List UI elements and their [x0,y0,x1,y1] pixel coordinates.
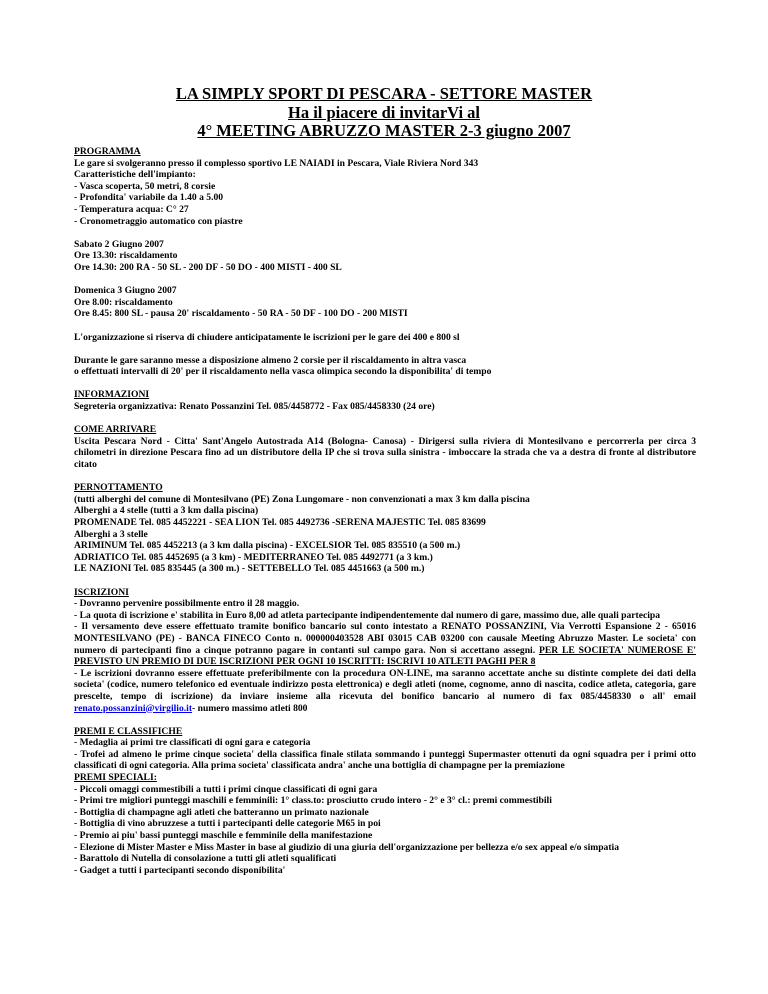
iscrizioni-max-athletes: - numero massimo atleti 800 [192,702,308,714]
pernottamento-line: (tutti alberghi del comune di Montesilvano (PE) Zona Lungomare - non convenzionati a max 3 km dalla piscina [74,493,530,505]
sabato-line: Sabato 2 Giugno 2007 [74,238,164,250]
section-sabato [74,239,696,274]
programma-line: - Temperatura acqua: C° 27 [74,203,189,215]
email-link[interactable]: renato.possanzini@virgilio.it [74,702,193,714]
section-domenica [74,285,696,320]
programma-line: - Vasca scoperta, 50 metri, 8 corsie [74,180,216,192]
programma-line: - Cronometraggio automatico con piastre [74,215,243,227]
section-programma [74,146,696,227]
note-warmup-intervals: o effettuati intervalli di 20' per il riscaldamento nella vasca olimpica secondo la disponibilita' di tempo [74,366,492,378]
pernottamento-line: Alberghi a 3 stelle [74,528,148,540]
section-iscrizioni [74,587,696,715]
iscrizioni-payment [74,621,696,667]
premi-speciali-item: - Primi tre migliori punteggi maschili e femminili: 1° class.to: prosciutto crudo intero - 2° e 3° cl.: premi commestibili [74,795,552,807]
document-body [74,146,696,876]
sabato-line: Ore 14.30: 200 RA - 50 SL - 200 DF - 50 DO - 400 MISTI - 400 SL [74,261,342,273]
come-arrivare-heading: COME ARRIVARE [74,424,157,436]
premi-speciali-item: - Barattolo di Nutella di consolazione a tutti gli atleti squalificati [74,853,337,865]
iscrizioni-deadline: - Dovranno pervenire possibilmente entro il 28 maggio. [74,598,300,610]
iscrizioni-procedure [74,668,696,714]
premi-heading: PREMI E CLASSIFICHE [74,725,183,737]
premi-speciali-item: - Bottiglia di champagne agli atleti che batteranno un primato nazionale [74,806,369,818]
come-arrivare-text: Uscita Pescara Nord - Citta' Sant'Angelo Autostrada A14 (Bologna- Canosa) - Dirigersi sulla riviera di Montesilvano e percorrerla per circa 3 chilometri in direzione Pescara fino ad un distributore della IP che si trova sulla sinistra - imboccare la strada che va a destra di fronte al distributore citato [74,435,696,471]
pernottamento-line: LE NAZIONI Tel. 085 835445 (a 300 m.) - SETTEBELLO Tel. 085 4451663 (a 500 m.) [74,563,425,575]
note-closing-registrations: L'organizzazione si riserva di chiudere anticipatamente le iscrizioni per le gare dei 400 e 800 sl [74,331,460,343]
section-pernottamento [74,482,696,575]
sabato-line: Ore 13.30: riscaldamento [74,250,178,262]
premi-speciali-item: - Gadget a tutti i partecipanti secondo disponibilita' [74,864,286,876]
domenica-line: Ore 8.45: 800 SL - pausa 20' riscaldamento - 50 RA - 50 DF - 100 DO - 200 MISTI [74,308,408,320]
section-notes [74,332,696,378]
iscrizioni-payment-text: - Il versamento deve essere effettuato tramite bonifico bancario sul conto intestato a RENATO POSSANZINI, Via Verrotti Espansione 2 - 65016 MONTESILVANO (PE) - BANCA FINECO Conto n. 000000403528 ABI 03015 CAB 03200 con causale Meeting Abruzzo Master. Le societa' con numero di partecipanti fino a cinque potranno pagare in contanti sul campo gara. Non si accettano assegni. [74,621,696,656]
iscrizioni-team-discount: PER LE SOCIETA' NUMEROSE E' PREVISTO UN PREMIO DI DUE ISCRIZIONI PER OGNI 10 ISCRITTI: ISCRIVI 10 ATLETI PAGHI PER 8 [74,644,696,668]
programma-line: Caratteristiche dell'impianto: [74,169,196,181]
premi-speciali-item: - Bottiglia di vino abruzzese a tutti i partecipanti delle categorie M65 in poi [74,818,381,830]
header-subtitle: Ha il piacere di invitarVi al [287,103,481,122]
premi-trophies: - Trofei ad almeno le prime cinque societa' della classifica finale stilata sommando i punteggi Supermaster ottenuti da ogni squadra per i primi otto classificati di ogni categoria. Alla prima societa' classificata andra' anche una bottiglia di champagne per la premiazione [74,748,696,772]
programma-line: Le gare si svolgeranno presso il complesso sportivo LE NAIADI in Pescara, Viale Riviera Nord 343 [74,157,479,169]
section-informazioni [74,389,696,412]
premi-medals: - Medaglia ai primi tre classificati di ogni gara e categoria [74,737,311,749]
header-event-title: 4° MEETING ABRUZZO MASTER 2-3 giugno 2007 [197,121,571,140]
pernottamento-line: ARIMINUM Tel. 085 4452213 (a 3 km dalla piscina) - EXCELSIOR Tel. 085 835510 (a 500 m.) [74,540,461,552]
pernottamento-heading: PERNOTTAMENTO [74,482,163,494]
pernottamento-line: ADRIATICO Tel. 085 4452695 (a 3 km) - MEDITERRANEO Tel. 085 4492771 (a 3 km.) [74,551,433,563]
informazioni-heading: INFORMAZIONI [74,389,150,401]
pernottamento-line: Alberghi a 4 stelle (tutti a 3 km dalla piscina) [74,505,259,517]
domenica-line: Ore 8.00: riscaldamento [74,296,173,308]
informazioni-text: Segreteria organizzativa: Renato Possanzini Tel. 085/4458772 - Fax 085/4458330 (24 ore) [74,401,435,413]
pernottamento-line: PROMENADE Tel. 085 4452221 - SEA LION Tel. 085 4492736 -SERENA MAJESTIC Tel. 085 83699 [74,517,486,528]
premi-speciali-heading: PREMI SPECIALI: [74,772,157,784]
note-warmup-lanes: Durante le gare saranno messe a disposizione almeno 2 corsie per il riscaldamento in altra vasca [74,354,467,366]
premi-speciali-item: - Piccoli omaggi commestibili a tutti i primi cinque classificati di ogni gara [74,783,378,795]
header-title: LA SIMPLY SPORT DI PESCARA - SETTORE MASTER [175,84,593,103]
iscrizioni-heading: ISCRIZIONI [74,586,129,598]
section-come-arrivare [74,424,696,470]
iscrizioni-procedure-text: - Le iscrizioni dovranno essere effettuate preferibilmente con la procedura ON-LINE, ma saranno accettate anche su distinte complete dei dati della societa' (codice, numero telefonico ed eventuale indirizzo posta elettronica) e degli atleti (nome, cognome, anno di nascita, codice atleta, categoria, gare prescelte, tempo di iscrizione) da inviare insieme alla ricevuta del bonifico bancario al numero di fax 085/4458330 o all' email [74,667,696,702]
premi-speciali-item: - Premio ai piu' bassi punteggi maschile e femminile della manifestazione [74,830,373,842]
programma-heading: PROGRAMMA [74,146,141,157]
iscrizioni-fee: - La quota di iscrizione e' stabilita in Euro 8,00 ad atleta partecipante indipendentemente dal numero di gare, massimo due, alle quali partecipa [74,609,661,621]
section-premi [74,726,696,877]
premi-speciali-item: - Elezione di Mister Master e Miss Master in base al giudizio di una giuria dell'organizzazione per bellezza e/o sex appeal e/o simpatia [74,841,620,853]
domenica-line: Domenica 3 Giugno 2007 [74,285,177,297]
programma-line: - Profondita' variabile da 1.40 a 5.00 [74,192,224,204]
